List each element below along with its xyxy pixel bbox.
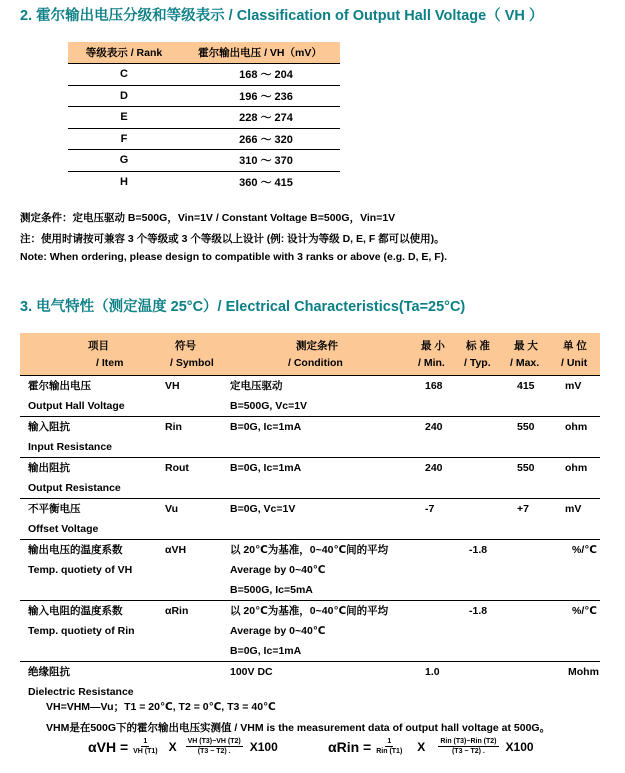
condition-line: 定电压驱动 bbox=[230, 380, 283, 392]
item-en: Offset Voltage bbox=[28, 523, 99, 535]
header-unit-en: / Unit bbox=[561, 357, 588, 369]
min-value: 240 bbox=[425, 421, 443, 433]
condition-line: 以 20℃为基准，0~40℃间的平均 bbox=[230, 544, 389, 556]
rank-value: D bbox=[120, 89, 128, 102]
section3-title: 3. 电气特性（测定温度 25°C）/ Electrical Characteristics(Ta=25°C) bbox=[20, 299, 466, 315]
condition-cell bbox=[230, 376, 307, 416]
item-cn: 输出电压的温度系数 bbox=[28, 544, 123, 556]
item-en: Output Resistance bbox=[28, 482, 121, 494]
condition-line: 100V DC bbox=[230, 666, 273, 678]
measurement-condition-note: 测定条件：定电压驱动 B=500G，Vin=1V / Constant Voltage B=500G，Vin=1V bbox=[20, 212, 396, 224]
header-item-cn: 项目 bbox=[88, 340, 109, 352]
unit-value: %/℃ bbox=[572, 544, 597, 556]
item-en: Input Resistance bbox=[28, 441, 113, 453]
condition-line: B=0G, Ic=1mA bbox=[230, 645, 302, 657]
condition-line: B=500G, Ic=5mA bbox=[230, 584, 313, 596]
typ-value: -1.8 bbox=[469, 605, 488, 617]
header-max-cn: 最 大 bbox=[514, 340, 538, 352]
condition-cell bbox=[230, 458, 301, 478]
max-value: 550 bbox=[517, 462, 535, 474]
denominator: Rin (T1) bbox=[376, 748, 403, 755]
condition-line: Average by 0~40℃ bbox=[230, 564, 326, 576]
denominator: (T3 − T2) . bbox=[451, 748, 485, 755]
numerator: 1 bbox=[143, 738, 148, 745]
min-value: 1.0 bbox=[425, 666, 440, 678]
unit-value: mV bbox=[565, 503, 582, 515]
rank-row bbox=[68, 85, 340, 107]
table-row-offset-voltage bbox=[20, 499, 600, 540]
rank-row bbox=[68, 63, 340, 85]
numerator: Rin (T3)−Rin (T2) bbox=[440, 738, 497, 745]
item-cell bbox=[28, 458, 121, 498]
symbol: Vu bbox=[165, 503, 179, 515]
table-row-dielectric-resistance bbox=[20, 662, 600, 702]
header-condition-en: / Condition bbox=[288, 357, 343, 369]
symbol: Rout bbox=[165, 462, 189, 474]
vh-range: 266 ～ 320 bbox=[239, 133, 293, 146]
formula-lhs: αVH = bbox=[88, 738, 129, 755]
rank-row bbox=[68, 149, 340, 171]
item-en: Temp. quotiety of Rin bbox=[28, 625, 135, 637]
design-note-cn: 注：使用时请按可兼容 3 个等级或 3 个等级以上设计 (例: 设计为等级 D, E, F 都可以使用)。 bbox=[20, 233, 445, 245]
max-value: 550 bbox=[517, 421, 535, 433]
condition-cell bbox=[230, 601, 388, 661]
symbol: VH bbox=[165, 380, 180, 392]
vh-range: 196 ～ 236 bbox=[239, 90, 293, 103]
condition-line: B=500G, Vc=1V bbox=[230, 400, 308, 412]
electrical-table-header bbox=[20, 333, 600, 376]
fraction bbox=[131, 737, 160, 756]
header-min-en: / Min. bbox=[418, 357, 445, 369]
formula-lhs: αRin = bbox=[328, 738, 372, 755]
formula-tail: X100 bbox=[505, 739, 534, 754]
typ-value: -1.8 bbox=[469, 544, 488, 556]
rank-table bbox=[68, 42, 340, 192]
table-row-input-resistance bbox=[20, 417, 600, 458]
electrical-table bbox=[20, 333, 600, 702]
item-cell bbox=[28, 601, 135, 641]
item-en: Temp. quotiety of VH bbox=[28, 564, 133, 576]
rank-value: F bbox=[120, 132, 128, 145]
footnote-vhm: VHM是在500G下的霍尔输出电压实测值 / VHM is the measurement data of output hall voltage at 500G。 bbox=[46, 722, 551, 734]
symbol: αRin bbox=[165, 605, 189, 617]
condition-line: B=0G, Ic=1mA bbox=[230, 421, 302, 433]
header-typ-cn: 标 准 bbox=[466, 340, 490, 352]
max-value: +7 bbox=[517, 503, 529, 515]
header-condition-cn: 测定条件 bbox=[296, 340, 338, 352]
unit-value: Mohm bbox=[568, 666, 599, 678]
item-cell bbox=[28, 417, 112, 457]
table-row-output-hall-voltage bbox=[20, 376, 600, 417]
denominator: (T3 − T2) . bbox=[197, 748, 231, 755]
item-cn: 输出阻抗 bbox=[28, 462, 70, 474]
vh-range: 360 ～ 415 bbox=[239, 176, 293, 189]
unit-value: mV bbox=[565, 380, 582, 392]
header-symbol-cn: 符号 bbox=[175, 340, 196, 352]
multiply-sign: X bbox=[168, 739, 177, 754]
condition-line: B=0G, Vc=1V bbox=[230, 503, 296, 515]
fraction bbox=[374, 737, 404, 756]
rank-row bbox=[68, 106, 340, 128]
denominator: VH (T1) bbox=[133, 748, 158, 755]
formula-alpha-rin bbox=[328, 737, 540, 756]
footnote-definition: VH=VHM—Vu；T1 = 20℃, T2 = 0℃, T3 = 40℃ bbox=[46, 701, 276, 713]
min-value: 168 bbox=[425, 380, 443, 392]
item-cn: 输入电阻的温度系数 bbox=[28, 605, 123, 617]
item-cell bbox=[28, 662, 134, 702]
formula-tail: X100 bbox=[249, 739, 278, 754]
min-value: 240 bbox=[425, 462, 443, 474]
item-cn: 绝缘阻抗 bbox=[28, 666, 70, 678]
min-value: -7 bbox=[425, 503, 435, 515]
header-item-en: / Item bbox=[96, 357, 124, 369]
condition-cell bbox=[230, 499, 295, 519]
vh-header: 霍尔输出电压 / VH（mV） bbox=[198, 47, 322, 59]
rank-value: G bbox=[119, 154, 129, 167]
header-typ-en: / Typ. bbox=[464, 357, 491, 369]
rank-value: C bbox=[120, 68, 128, 81]
header-max-en: / Max. bbox=[510, 357, 540, 369]
unit-value: ohm bbox=[565, 421, 588, 433]
section2-title: 2. 霍尔输出电压分级和等级表示 / Classification of Output Hall Voltage（ VH ） bbox=[20, 8, 544, 24]
symbol: Rin bbox=[165, 421, 182, 433]
max-value: 415 bbox=[517, 380, 535, 392]
condition-line: 以 20℃为基准，0~40℃间的平均 bbox=[230, 605, 389, 617]
fraction bbox=[438, 737, 498, 756]
unit-value: ohm bbox=[565, 462, 588, 474]
item-en: Dielectric Resistance bbox=[28, 686, 134, 698]
table-row-output-resistance bbox=[20, 458, 600, 499]
rank-row bbox=[68, 171, 340, 193]
item-cn: 霍尔输出电压 bbox=[28, 380, 91, 392]
rank-value: E bbox=[120, 111, 128, 124]
vh-range: 310 ～ 370 bbox=[239, 155, 293, 168]
header-unit-cn: 单 位 bbox=[563, 340, 587, 352]
item-cn: 不平衡电压 bbox=[28, 503, 81, 515]
condition-cell bbox=[230, 540, 388, 600]
design-note-en: Note: When ordering, please design to compatible with 3 ranks or above (e.g. D, E, F). bbox=[20, 251, 448, 263]
numerator: VH (T3)−VH (T2) bbox=[187, 738, 241, 745]
rank-value: H bbox=[120, 175, 128, 188]
numerator: 1 bbox=[387, 738, 392, 745]
condition-cell bbox=[230, 417, 301, 437]
item-cell bbox=[28, 540, 132, 580]
rank-table-header bbox=[68, 42, 340, 63]
vh-range: 228 ～ 274 bbox=[239, 112, 293, 125]
item-en: Output Hall Voltage bbox=[28, 400, 125, 412]
vh-range: 168 ～ 204 bbox=[239, 69, 293, 82]
table-row-temp-quotiety-rin bbox=[20, 601, 600, 662]
condition-line: B=0G, Ic=1mA bbox=[230, 462, 302, 474]
header-min-cn: 最 小 bbox=[421, 340, 445, 352]
condition-line: Average by 0~40℃ bbox=[230, 625, 326, 637]
unit-value: %/℃ bbox=[572, 605, 597, 617]
table-row-temp-quotiety-vh bbox=[20, 540, 600, 601]
rank-header: 等级表示 / Rank bbox=[85, 47, 163, 59]
formula-alpha-vh bbox=[88, 737, 284, 756]
item-cn: 输入阻抗 bbox=[28, 421, 70, 433]
item-cell bbox=[28, 499, 98, 539]
rank-row bbox=[68, 128, 340, 150]
item-cell bbox=[28, 376, 125, 416]
condition-cell bbox=[230, 662, 273, 682]
multiply-sign: X bbox=[417, 739, 426, 754]
fraction bbox=[186, 737, 243, 756]
symbol: αVH bbox=[165, 544, 187, 556]
header-symbol-en: / Symbol bbox=[170, 357, 214, 369]
